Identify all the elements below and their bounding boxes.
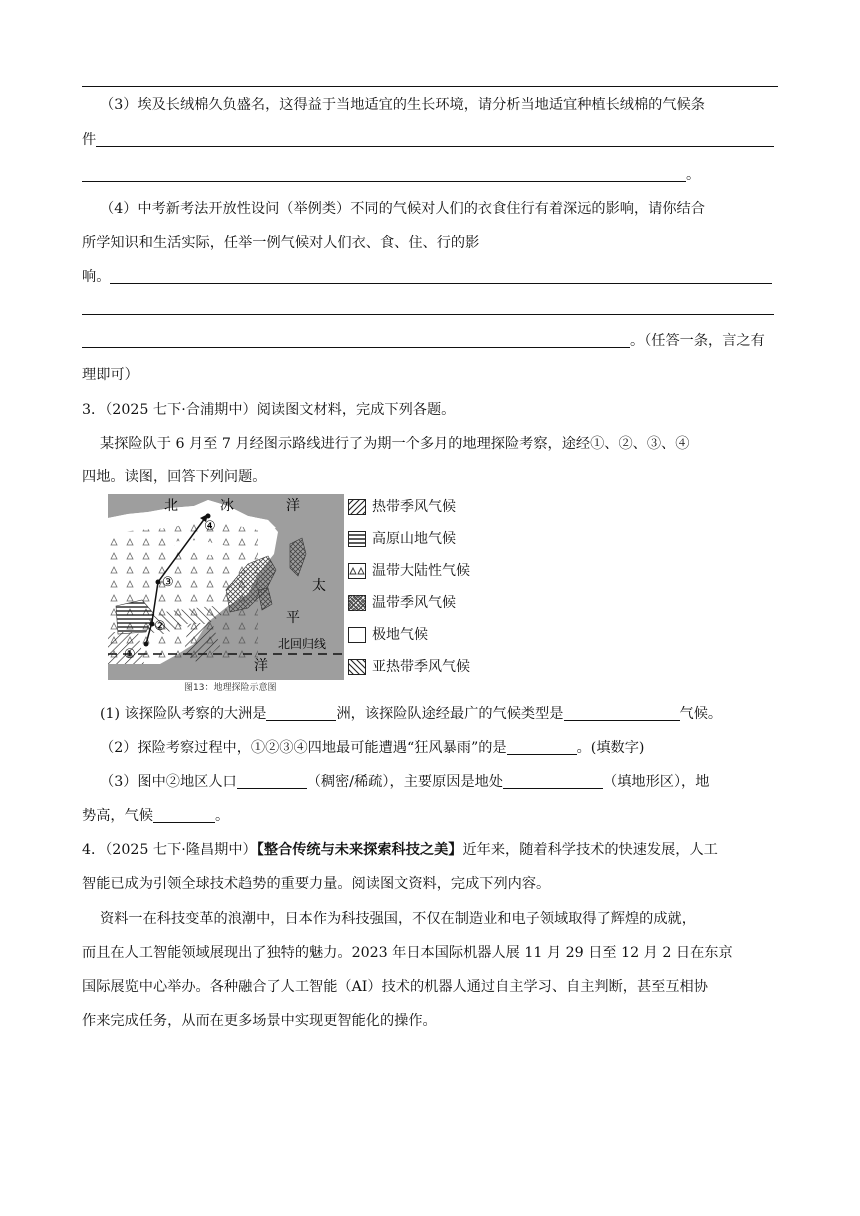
ocean-label: 冰 [220, 498, 234, 514]
answer-blank[interactable] [153, 806, 215, 823]
tropic-label: 北回归线 [278, 637, 327, 651]
ocean-label: 平 [286, 610, 300, 626]
tropical-monsoon-swatch-icon [348, 499, 366, 515]
answer-row [82, 330, 765, 352]
question-text: 智能已成为引领全球技术趋势的重要力量。阅读图文资料，完成下列内容。 [82, 876, 551, 892]
plateau-swatch-icon [348, 531, 366, 547]
point-label: ④ [204, 519, 216, 534]
temperate-continental-swatch-icon [348, 563, 366, 579]
question-header: 3．（2025 七下·合浦期中）阅读图文材料，完成下列各题。 [82, 402, 456, 418]
question-text: 件 [82, 132, 97, 148]
question-text: 某探险队于 6 月至 7 月经图示路线进行了为期一个多月的地理探险考察，途经①、②、③、④ [100, 436, 690, 452]
sub-question: (1) 该探险队考察的大洲是 洲，该探险队途经最广的气候类型是 气候。 [100, 706, 723, 722]
temperate-monsoon-swatch-icon [348, 595, 366, 611]
answer-blank[interactable] [503, 772, 603, 789]
answer-blank[interactable] [110, 267, 772, 284]
paragraph: 国际展览中心举办。各种融合了人工智能（AI）技术的机器人通过自主学习、自主判断，甚至互相协 [82, 979, 708, 995]
subtropical-monsoon-swatch-icon [348, 659, 366, 675]
answer-row [82, 164, 700, 186]
paragraph: 而且在人工智能领域展现出了独特的魅力。2023 年日本国际机器人展 11 月 29 日至 12 月 2 日在东京 [82, 945, 733, 961]
topic-tag: 【整合传统与未来探索科技之美】 [256, 842, 463, 858]
question-text: （3）埃及长绒棉久负盛名，这得益于当地适宜的生长环境，请分析当地适宜种植长绒棉的气候条 [100, 97, 705, 113]
polar-swatch-icon [348, 627, 366, 643]
point-label: ② [154, 619, 166, 634]
answer-blank[interactable] [82, 331, 630, 348]
question-text: （4）中考新考法开放性设问（举例类）不同的气候对人们的衣食住行有着深远的影响，请你结合 [100, 201, 705, 217]
ocean-label: 太 [312, 578, 326, 594]
question-text: 。（任答一条，言之有 [630, 333, 765, 349]
question-text: 所学知识和生活实际，任举一例气候对人们衣、食、住、行的影 [82, 235, 480, 251]
period: 。 [686, 167, 701, 183]
answer-line [82, 86, 778, 87]
ocean-label: 洋 [254, 658, 268, 674]
answer-blank[interactable] [564, 704, 680, 721]
question-text: 理即可） [82, 367, 139, 383]
sub-question: 势高，气候 。 [82, 808, 230, 824]
ocean-label: 洋 [286, 498, 300, 514]
sub-question: （3）图中②地区人口 （稠密/稀疏），主要原因是地处 （填地形区），地 [100, 774, 710, 790]
question-header: 4．（2025 七下·隆昌期中）【整合传统与未来探索科技之美】近年来，随着科学技术的快速发展，人工 [82, 842, 718, 858]
answer-row [82, 266, 772, 288]
question-text: 响。 [82, 269, 111, 285]
point-label: ① [124, 647, 136, 662]
answer-line[interactable] [82, 314, 774, 315]
answer-blank[interactable] [96, 130, 774, 147]
sub-question: （2）探险考察过程中，①②③④四地最可能遭遇“狂风暴雨”的是 。(填数字) [100, 740, 645, 756]
map-caption: 图13：地理探险示意图 [184, 683, 277, 693]
answer-row [82, 129, 774, 151]
answer-blank[interactable] [82, 165, 686, 182]
climate-map [108, 494, 344, 680]
answer-blank[interactable] [507, 738, 577, 755]
paragraph: 资料一在科技变革的浪潮中，日本作为科技强国，不仅在制造业和电子领域取得了辉煌的成就， [100, 911, 696, 927]
answer-blank[interactable] [266, 704, 336, 721]
ocean-label: 北 [164, 498, 178, 514]
question-text: 四地。读图，回答下列问题。 [82, 469, 267, 485]
answer-blank[interactable] [237, 772, 307, 789]
point-label: ③ [162, 575, 174, 590]
paragraph: 作来完成任务，从而在更多场景中实现更智能化的操作。 [82, 1013, 437, 1029]
